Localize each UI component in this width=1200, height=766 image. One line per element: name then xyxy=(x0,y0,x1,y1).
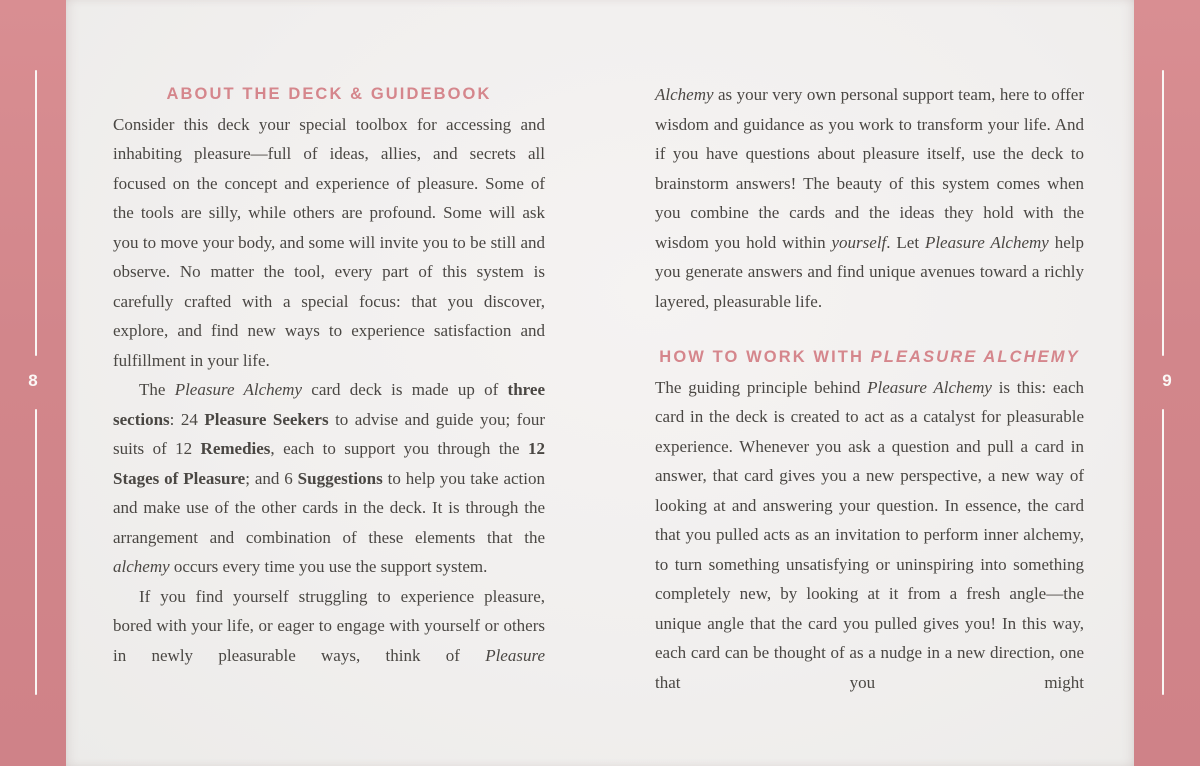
right-page-paragraphs-top xyxy=(655,80,1084,316)
section-heading-about: ABOUT THE DECK & GUIDEBOOK xyxy=(166,85,492,103)
section-heading-how-to-work: HOW TO WORK WITH PLEASURE ALCHEMY xyxy=(659,348,1080,366)
right-edge-rule-bottom xyxy=(1162,409,1164,695)
right-page-paragraphs-bottom xyxy=(655,373,1084,698)
paragraph: If you find yourself struggling to experience pleasure, bored with your life, or eager to engage with yourself or others in newly pleasurable ways, think of Pleasure xyxy=(113,586,545,665)
right-page-content xyxy=(655,80,1084,697)
left-page-edge xyxy=(0,0,66,766)
right-page-edge xyxy=(1134,0,1200,766)
paper xyxy=(66,0,1134,766)
paragraph: The Pleasure Alchemy card deck is made up of three sections: 24 Pleasure Seekers to advise and guide you; four suits of 12 Remedies, each to support you through the 12 Stages of Pleasure; and 6 Suggestions to help you take action and make use of the other cards in the deck. It is through the arrangement and combination of these elements that the alchemy occurs every time you use the support system. xyxy=(113,380,545,576)
paragraph: The guiding principle behind Pleasure Alchemy is this: each card in the deck is created to act as a catalyst for pleasurable experience. Whenever you ask a question and pull a card in answer, that card gives you a new perspective, a new way of looking at and answering your question. In essence, the card that you pulled acts as an invitation to perform inner alchemy, to turn something unsatisfying or uninspiring into something completely new, by looking at it from a fresh angle—the unique angle that the card you pulled gives you! In this way, each card can be thought of as a nudge in a new direction, one that you might xyxy=(655,377,1084,692)
left-page-content xyxy=(113,80,545,670)
left-edge-rule-top xyxy=(35,70,37,356)
left-page-number: 8 xyxy=(28,371,38,390)
right-edge-rule-top xyxy=(1162,70,1164,356)
right-page-number: 9 xyxy=(1162,371,1172,390)
left-edge-rule-bottom xyxy=(35,409,37,695)
left-page-paragraphs xyxy=(113,110,545,671)
paragraph: Consider this deck your special toolbox for accessing and inhabiting pleasure—full of ideas, allies, and secrets all focused on the concept and experience of pleasure. Some of the tools are silly, while others are profound. Some will ask you to move your body, and some will invite you to be still and observe. No matter the tool, every part of this system is carefully crafted with a special focus: that you discover, explore, and find new ways to experience satisfaction and fulfillment in your life. xyxy=(113,114,545,370)
paragraph: Alchemy as your very own personal support team, here to offer wisdom and guidance as you work to transform your life. And if you have questions about pleasure itself, use the deck to brainstorm answers! The beauty of this system comes when you combine the cards and the ideas they hold with the wisdom you hold within yourself. Let Pleasure Alchemy help you generate answers and find unique avenues toward a richly layered, pleasurable life. xyxy=(655,85,1084,311)
